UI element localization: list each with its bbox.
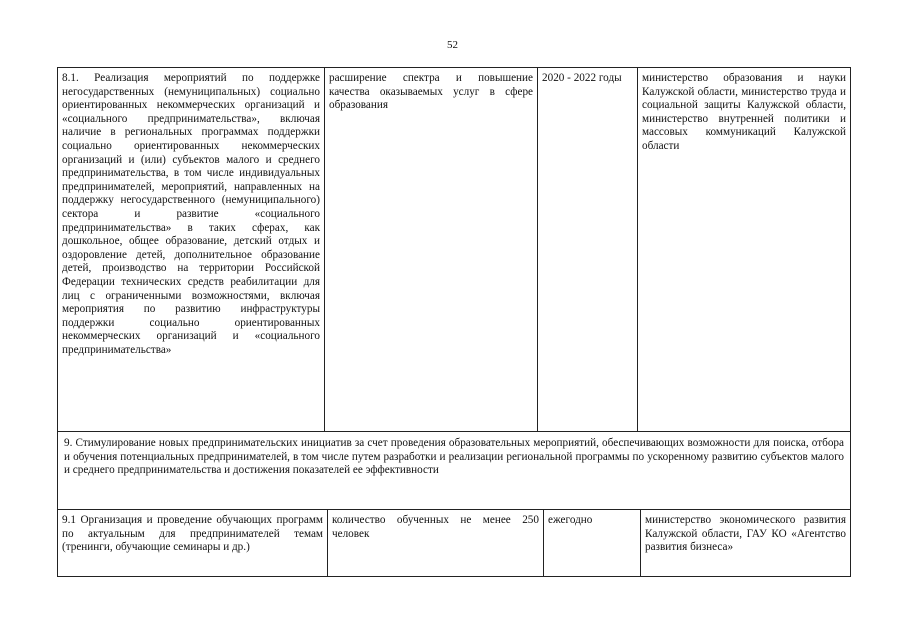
table-border-top: [57, 67, 851, 68]
item-8-1-term: 2020 - 2022 годы: [542, 72, 622, 84]
row-divider: [57, 431, 851, 432]
item-9-1-result: количество обученных не менее 250 человек: [332, 514, 539, 540]
item-9-1-description: 9.1 Организация и проведение обучающих программ по актуальным для предпринимателей темам (тренинги, обучающие семинары и др.): [62, 514, 323, 554]
page-number: 52: [447, 39, 458, 51]
item-8-1-responsible: министерство образования и науки Калужской области, министерство труда и социальной защиты Калужской области, министерство внутренней политики и массовых коммуникаций Калужской области: [642, 72, 846, 152]
section-9-title: 9. Стимулирование новых предпринимательских инициатив за счет проведения образовательных мероприятий, обеспечивающих возможности для поиска, отбора и обучения потенциальных предпринимателей, в том числе путем разработки и реализации региональной программы по ускоренному развитию субъектов малого и среднего предпринимательства и достижения показателей ее эффективности: [64, 437, 844, 477]
row-divider: [57, 509, 851, 510]
table-border-bottom: [57, 576, 851, 577]
item-8-1-description: 8.1. Реализация мероприятий по поддержке негосударственных (немуниципальных) социально ориентированных некоммерческих организаций и «социального предпринимательства», включая наличие в региональных программах поддержки социально ориентированных некоммерческих организаций и (или) субъектов малого и среднего предпринимательства, в том числе индивидуальных предпринимателей, мероприятий, направленных на поддержку негосударственного (немуниципального) сектора и развитие «социального предпринимательства» в таких сферах, как дошкольное, общее образование, детский отдых и оздоровление детей, дополнительное образование детей, производство на территории Российской Федерации технических средств реабилитации для лиц с ограниченными возможностями, включая мероприятия по развитию инфраструктуры поддержки социально ориентированных некоммерческих организаций и «социального предпринимательства»: [62, 72, 320, 356]
table-border-right: [850, 67, 851, 577]
item-9-1-responsible: министерство экономического развития Калужской области, ГАУ КО «Агентство развития бизнеса»: [645, 514, 846, 554]
item-8-1-result: расширение спектра и повышение качества оказываемых услуг в сфере образования: [329, 72, 533, 112]
item-9-1-term: ежегодно: [548, 514, 593, 526]
